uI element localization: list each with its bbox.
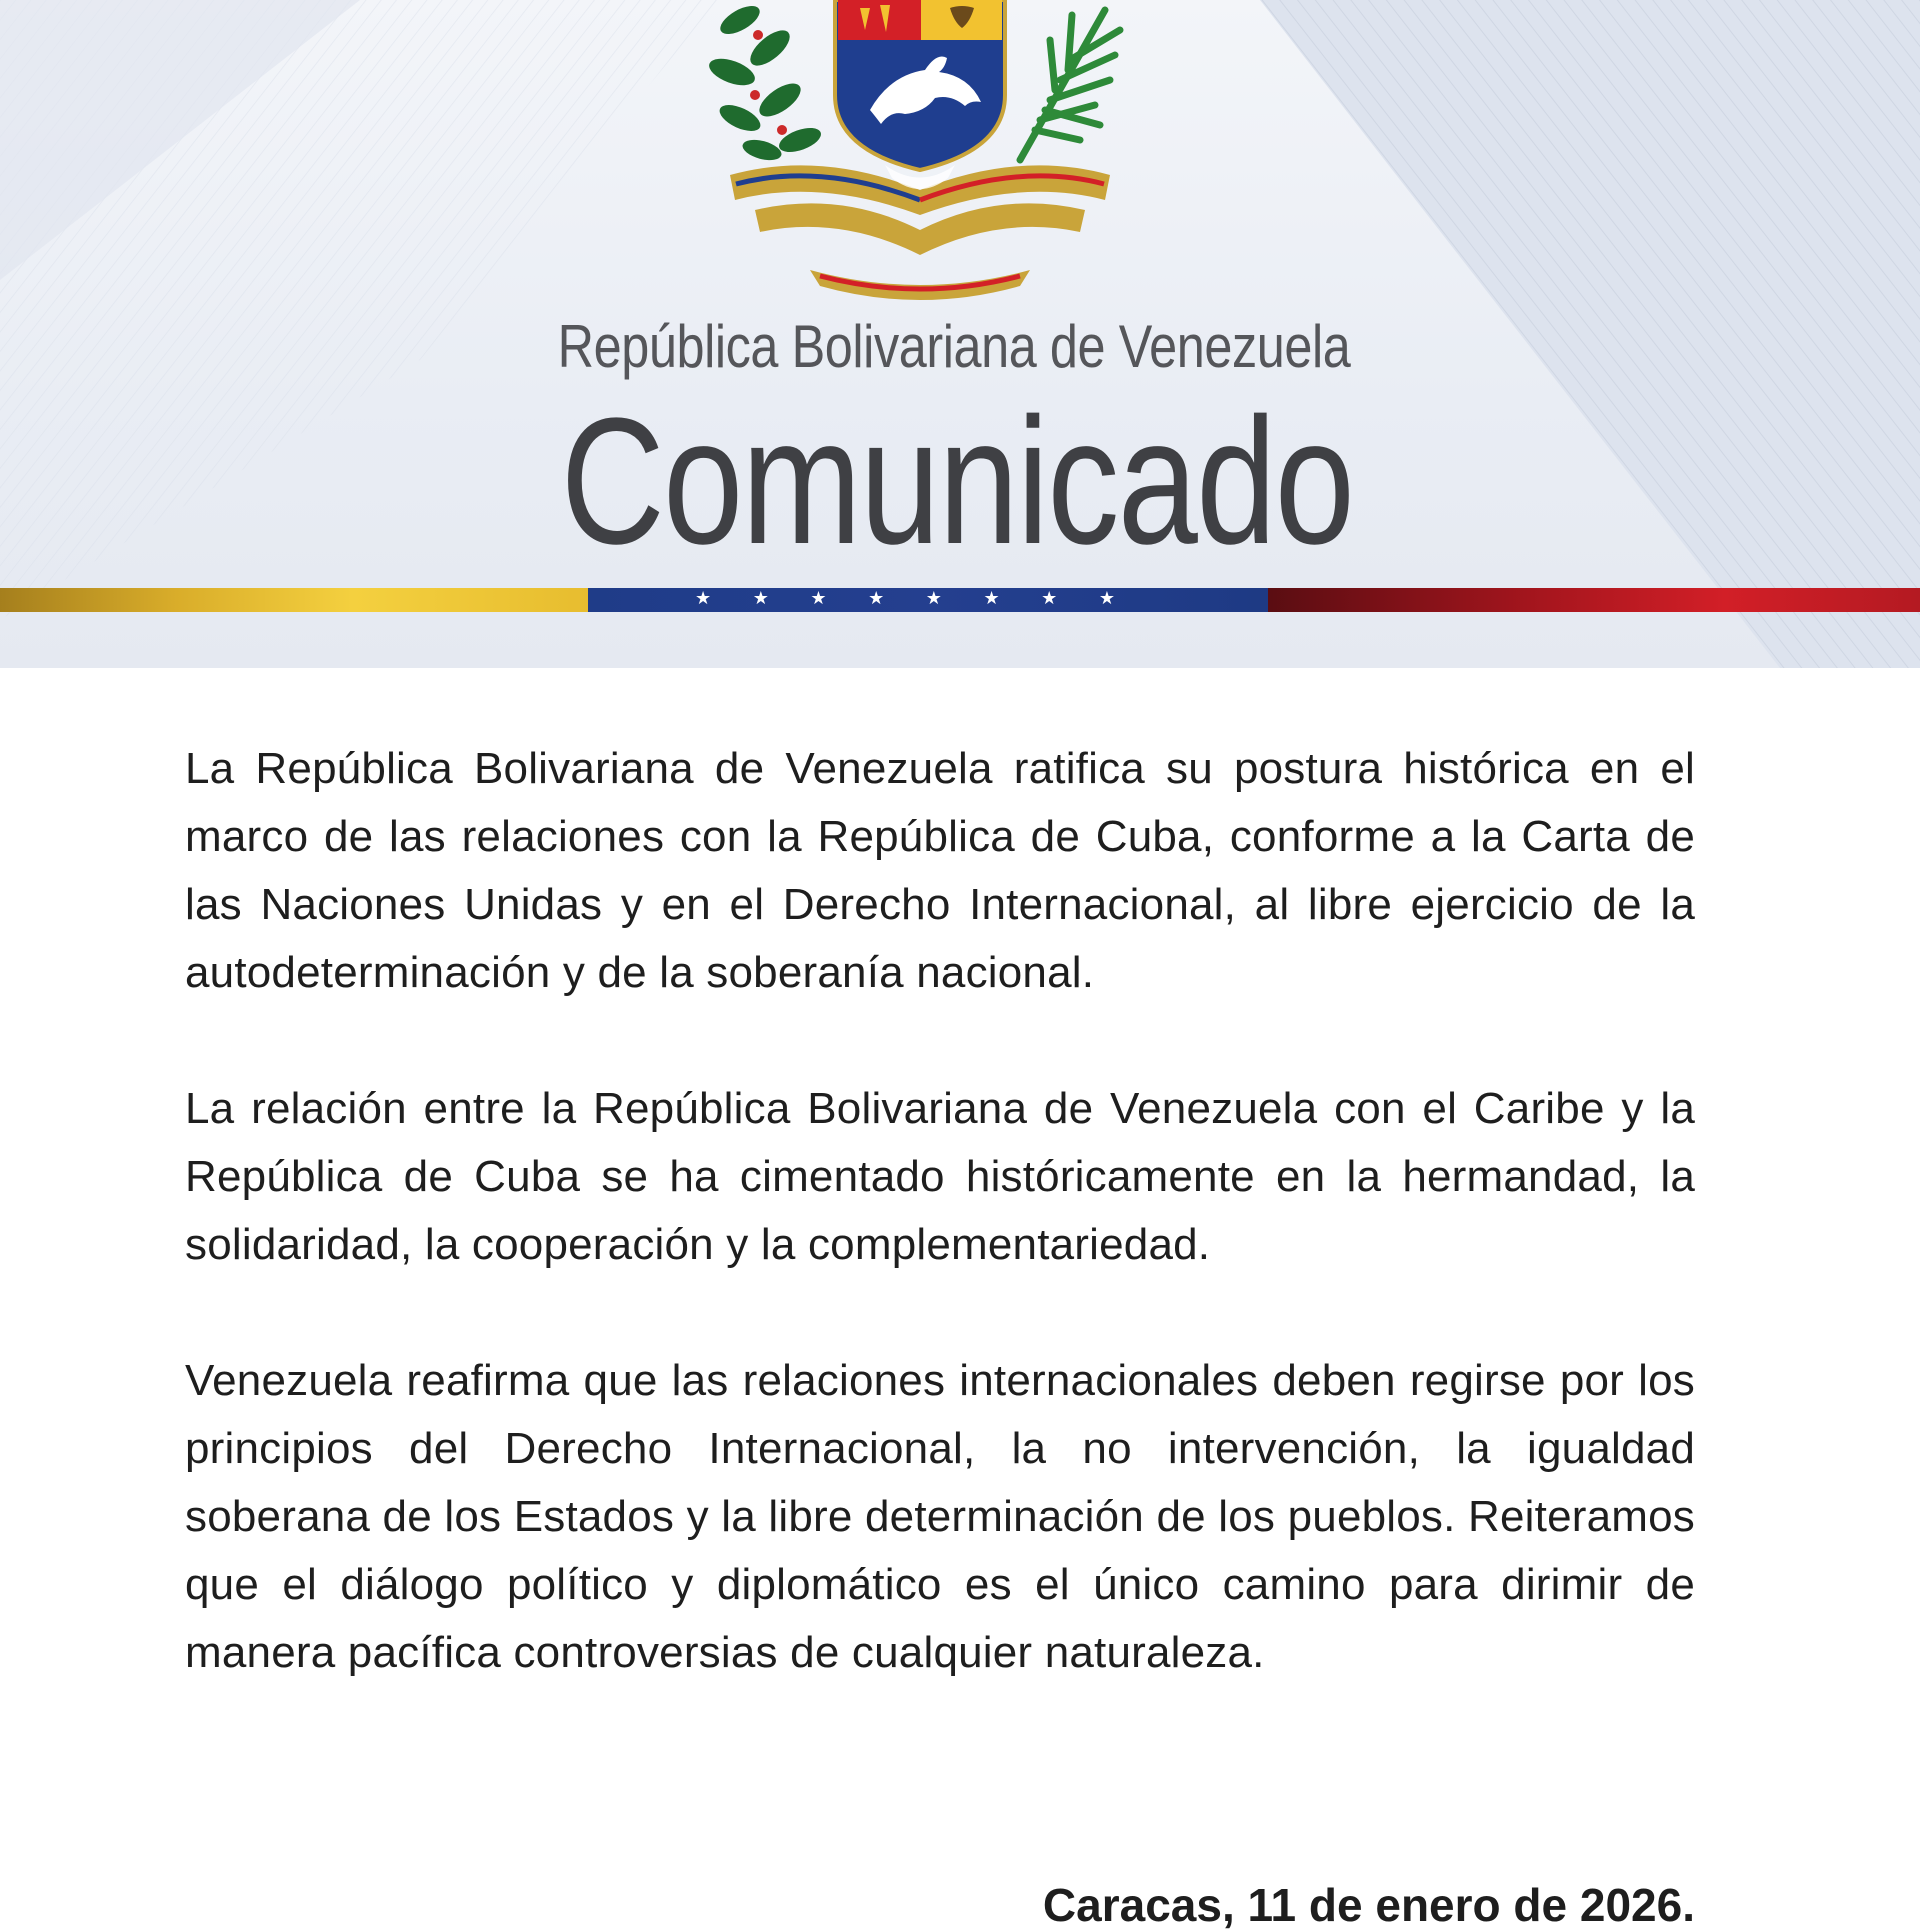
star-icon: ★	[868, 588, 885, 608]
star-icon: ★	[1041, 588, 1058, 608]
flag-color-stripe	[0, 588, 1920, 612]
header-banner	[0, 0, 1920, 668]
star-icon: ★	[752, 588, 769, 608]
flag-stars	[695, 586, 1115, 610]
place-and-date: Caracas, 11 de enero de 2026.	[1042, 1879, 1695, 1931]
paragraph-1: La República Bolivariana de Venezuela ratifica su postura histórica en el marco de las relaciones con la República de Cuba, conforme a la Carta de las Naciones Unidas y en el Derecho Internacional, al libre ejercicio de la autodeterminación y de la soberanía nacional.	[185, 744, 1695, 997]
star-icon: ★	[983, 588, 1000, 608]
star-icon: ★	[1098, 588, 1115, 608]
star-icon: ★	[925, 588, 942, 608]
star-icon: ★	[810, 588, 827, 608]
republic-name: República Bolivariana de Venezuela	[557, 313, 1351, 380]
flag-stripe-red	[1268, 588, 1920, 612]
flag-stripe-yellow	[0, 588, 588, 612]
page-title: Comunicado	[560, 381, 1354, 582]
coat-of-arms-emblem	[700, 0, 1140, 300]
flag-stripe-blue	[588, 588, 1268, 612]
paragraph-3: Venezuela reafirma que las relaciones internacionales deben regirse por los principios del Derecho Internacional, la no intervención, la igualdad soberana de los Estados y la libre determinación de los pueblos. Reiteramos que el diálogo político y diplomático es el único camino para dirimir de manera pacífica controversias de cualquier naturaleza.	[185, 1356, 1695, 1677]
communique-body	[185, 735, 1695, 1755]
paragraph-2: La relación entre la República Bolivariana de Venezuela con el Caribe y la República de Cuba se ha cimentado históricamente en la hermandad, la solidaridad, la cooperación y la complementariedad.	[185, 1084, 1695, 1269]
star-icon: ★	[695, 588, 712, 608]
